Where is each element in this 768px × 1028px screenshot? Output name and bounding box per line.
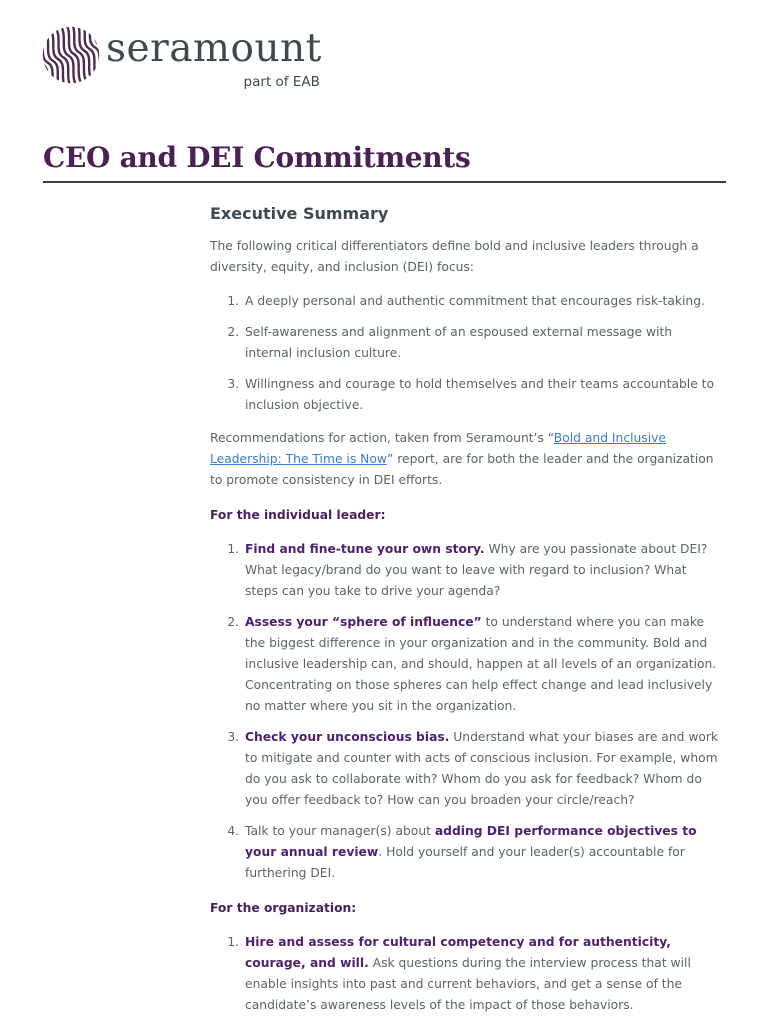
item-rest: . Hold yourself and your leader(s) accountable for furthering DEI. — [245, 845, 685, 880]
page-title: CEO and DEI Commitments — [43, 141, 471, 174]
individual-item — [243, 612, 722, 717]
recommendations-paragraph — [210, 428, 722, 491]
intro-paragraph: The following critical differentiators define bold and inclusive leaders through a diversity, equity, and inclusion (DEI) focus: — [210, 239, 699, 274]
differentiator-item: 1. A deeply personal and authentic commitment that encourages risk-taking. — [243, 291, 722, 312]
item-rest: Why are you passionate about DEI? What legacy/brand do you want to leave with regard to inclusion? What steps can you take to drive your agenda? — [245, 542, 708, 598]
individual-item — [243, 727, 722, 811]
organization-heading: For the organization: — [210, 901, 357, 915]
organization-list — [210, 932, 722, 1016]
item-prefix: Talk to your manager(s) about — [245, 824, 435, 838]
report-link[interactable]: Bold and Inclusive Leadership: The Time is Now — [210, 431, 666, 466]
item-bold-lead: adding DEI performance objectives to your annual review — [245, 824, 697, 859]
swirl-sphere-icon — [42, 26, 100, 84]
individual-leader-heading: For the individual leader: — [210, 508, 386, 522]
organization-item — [243, 932, 722, 1016]
executive-summary-heading: Executive Summary — [210, 204, 389, 223]
content-column — [210, 204, 722, 1028]
item-bold-lead: Assess your “sphere of influence” — [245, 615, 482, 629]
differentiator-item: 2. Self-awareness and alignment of an espoused external message with internal inclusion culture. — [243, 322, 722, 364]
item-rest: Understand what your biases are and work to mitigate and counter with acts of conscious inclusion. For example, whom do you ask to collaborate with? Whom do you ask for feedback? Whom do you offer feedback to? How can you broaden your circle/reach? — [245, 730, 719, 807]
individual-item — [243, 821, 722, 884]
differentiators-list — [210, 291, 722, 416]
brand-tagline: part of EAB — [243, 74, 320, 90]
recommendations-text-after: ” report, are for both the leader and the organization to promote consistency in DEI efforts. — [210, 452, 714, 487]
item-bold-lead: Find and fine-tune your own story. — [245, 542, 485, 556]
recommendations-text-before: Recommendations for action, taken from Seramount’s “ — [210, 431, 554, 445]
differentiator-item: 3. Willingness and courage to hold themselves and their teams accountable to inclusion objective. — [243, 374, 722, 416]
item-bold-lead: Hire and assess for cultural competency and for authenticity, courage, and will. — [245, 935, 671, 970]
item-rest: Ask questions during the interview process that will enable insights into past and current behaviors, and get a sense of the candidate’s awareness levels of the impact of those behaviors. — [245, 956, 691, 1012]
title-block — [43, 141, 726, 183]
individual-leader-list — [210, 539, 722, 884]
item-bold-lead: Check your unconscious bias. — [245, 730, 450, 744]
individual-item — [243, 539, 722, 602]
brand-wordmark: seramount — [106, 26, 322, 71]
brand-logo — [42, 26, 322, 90]
item-rest: to understand where you can make the biggest difference in your organization and in the community. Bold and inclusive leadership can, and should, happen at all levels of an organization. Concentrating on those spheres can help effect change and lead inclusively no matter where you sit in the organization. — [245, 615, 717, 713]
